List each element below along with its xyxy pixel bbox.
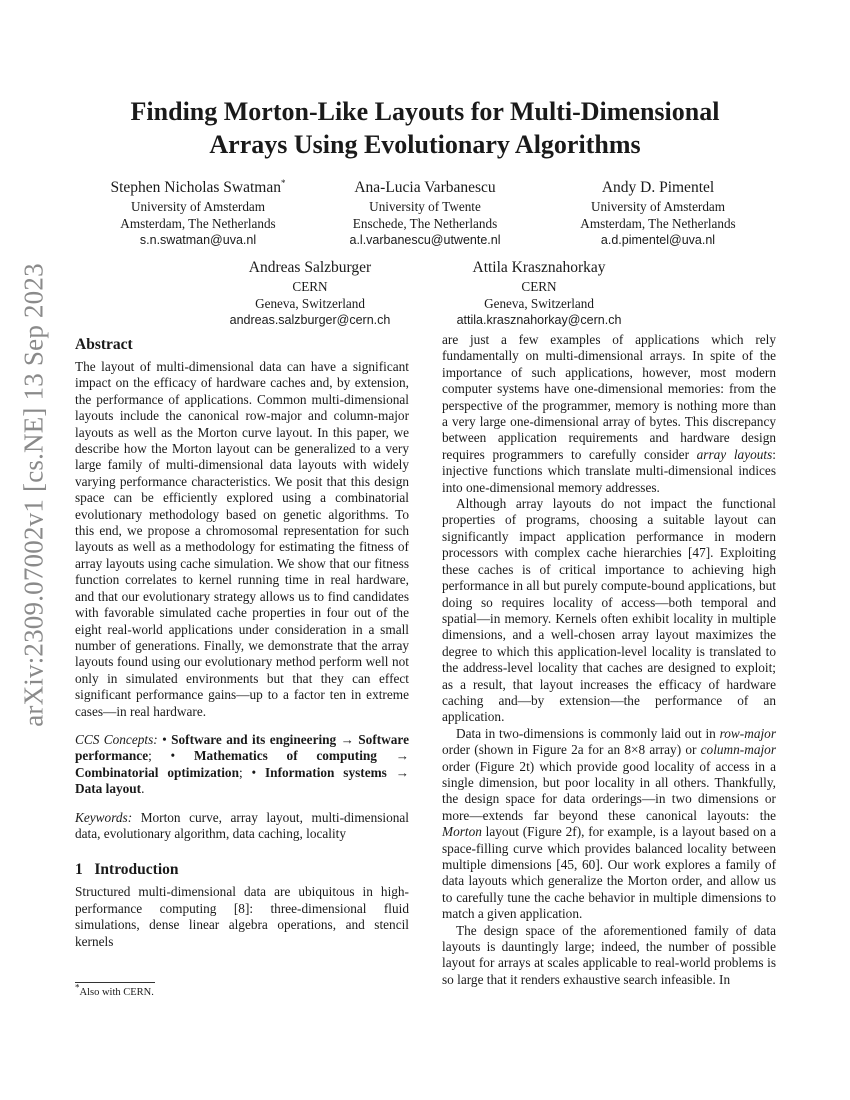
paper-title [60, 95, 790, 161]
emphasis-morton: Morton [442, 824, 482, 840]
ccs-concepts: CCS Concepts: • Software and its engineering → Software performance; • Mathematics of computing → Combinatorial optimization; • Information systems → Data layout. [75, 731, 409, 797]
author-affiliation: CERN [521, 279, 557, 294]
ccs-item: Mathematics of computing → Combinatorial optimization [75, 748, 409, 780]
right-column [442, 332, 776, 988]
author-location: Amsterdam, The Netherlands [120, 216, 276, 231]
author-block-3 [558, 178, 758, 249]
author-affiliation: University of Amsterdam [590, 199, 726, 214]
emphasis-row-major: row-major [719, 725, 776, 741]
ccs-item: Software and its engineering → Software performance [75, 731, 409, 764]
author-block-4 [210, 258, 410, 329]
intro-paragraph-1: Structured multi-dimensional data are ubiquitous in high-performance computing [8]: three-dimensional fluid simulations, dense linear algebra operations, and stencil kernels [75, 884, 409, 949]
footnote [75, 982, 154, 1000]
author-email[interactable]: a.d.pimentel@uva.nl [600, 233, 716, 247]
author-footnote-mark: * [280, 177, 286, 188]
emphasis-array-layouts: array layouts [696, 446, 773, 462]
footnote-text: Also with CERN. [79, 987, 154, 998]
author-name: Attila Krasznahorkay [472, 259, 606, 276]
footnote-divider [75, 982, 155, 983]
author-email[interactable]: attila.krasznahorkay@cern.ch [456, 313, 622, 327]
author-location: Geneva, Switzerland [484, 296, 594, 311]
arxiv-sidebar [14, 263, 54, 727]
author-affiliation: University of Amsterdam [130, 199, 266, 214]
keywords-label: Keywords: [75, 809, 133, 825]
intro-paragraph-1-continued: are just a few examples of applications which rely fundamentally on multi-dimensional arrays. In spite of the importance of such applications, however, most modern computer systems have one-dimensional memories: from the perspective of the programmer, memory is nothing more than a very large one-dimensional array of bytes. This discrepancy between application requirements and hardware design requires programmers to carefully consider array layouts: injective functions which translate multi-dimensional indices into one-dimensional memory addresses. [442, 332, 776, 495]
author-email[interactable]: a.l.varbanescu@utwente.nl [349, 233, 501, 247]
author-email[interactable]: s.n.swatman@uva.nl [139, 233, 257, 247]
ccs-item: Information systems → Data layout [75, 764, 409, 797]
author-block-2 [322, 178, 528, 249]
abstract-heading: Abstract [75, 336, 133, 353]
author-location: Geneva, Switzerland [255, 296, 365, 311]
left-column [75, 335, 409, 950]
author-block-5 [438, 258, 640, 329]
author-name: Stephen Nicholas Swatman* [110, 177, 286, 196]
ccs-label: CCS Concepts: [75, 731, 158, 747]
title-line-1: Finding Morton-Like Layouts for Multi-Dimensional [130, 97, 720, 126]
author-location: Enschede, The Netherlands [352, 216, 498, 231]
intro-paragraph-2: Although array layouts do not impact the functional properties of programs, choosing a suitable layout can significantly impact application performance in modern processors with complex cache hierarchies [47]. Exploiting these caches is of critical importance to achieving high performance in all but purely compute-bound applications, but doing so requires locality of access—both temporal and spatial—in memory. Kernels often exhibit locality in multiple dimensions, and a well-chosen array layout maximizes the degree to which this application-level locality is translated to the address-level locality that caches are designed to exploit; as a result, that layout increases the efficacy of hardware caching and—by extension—the performance of an application. [442, 496, 776, 725]
introduction-heading: 1 Introduction [75, 861, 179, 879]
author-block-1 [90, 178, 306, 249]
keywords [75, 810, 409, 843]
keywords-text: Morton curve, array layout, multi-dimensional data, evolutionary algorithm, data caching, locality [75, 809, 409, 841]
footnote-mark: * [75, 982, 80, 993]
author-affiliation: CERN [292, 279, 328, 294]
author-email[interactable]: andreas.salzburger@cern.ch [229, 313, 391, 327]
author-name: Ana-Lucia Varbanescu [354, 179, 496, 196]
title-line-2: Arrays Using Evolutionary Algorithms [209, 130, 641, 159]
intro-paragraph-4: The design space of the aforementioned family of data layouts is dauntingly large; indeed, the number of possible layout for arrays at scales applicable to real-world problems is so large that it renders exhaustive search infeasible. In [442, 922, 776, 987]
abstract-text: The layout of multi-dimensional data can have a significant impact on the efficacy of hardware caches and, by extension, the performance of applications. Common multi-dimensional layouts include the canonical row-major and column-major layouts as well as the Morton curve layout. In this paper, we describe how the Morton layout can be generalized to a very large family of multi-dimensional data layouts with widely varying performance characteristics. We posit that this design space can be efficiently explored using a combinatorial evolutionary methodology based on genetic algorithms. To this end, we propose a chromosomal representation for such layouts as well as a methodology for estimating the fitness of array layouts using cache simulation. We show that our fitness function correlates to kernel running time in real hardware, and that our evolutionary strategy allows us to find candidates with favorable simulated cache properties in four out of the eight real-world applications under consideration in a small number of generations. Finally, we demonstrate that the array layouts found using our evolutionary method perform well not only in simulated environments but that they can effect significant performance gains—up to a factor ten in extreme cases—in real hardware. [75, 359, 409, 719]
arxiv-identifier[interactable]: arXiv:2309.07002v1 [cs.NE] 13 Sep 2023 [18, 263, 49, 727]
author-name: Andy D. Pimentel [601, 179, 715, 196]
intro-paragraph-3: Data in two-dimensions is commonly laid out in row-major order (shown in Figure 2a for an 8×8 array) or column-major order (Figure 2t) which provide good locality of access in a single dimension, but poor locality in all others. Thankfully, the design space for data orderings—in two dimensions or more—extends far beyond these canonical layouts: the Morton layout (Figure 2f), for example, is a layout based on a space-filling curve which provides balanced locality between multiple dimensions [45, 60]. Our work explores a family of data layouts which generalize the Morton order, and allow us to carefully tune the cache behavior in multiple dimensions to match a given application. [442, 725, 776, 922]
emphasis-column-major: column-major [700, 742, 776, 758]
author-name: Andreas Salzburger [248, 259, 372, 276]
author-affiliation: University of Twente [369, 199, 481, 214]
author-location: Amsterdam, The Netherlands [580, 216, 736, 231]
